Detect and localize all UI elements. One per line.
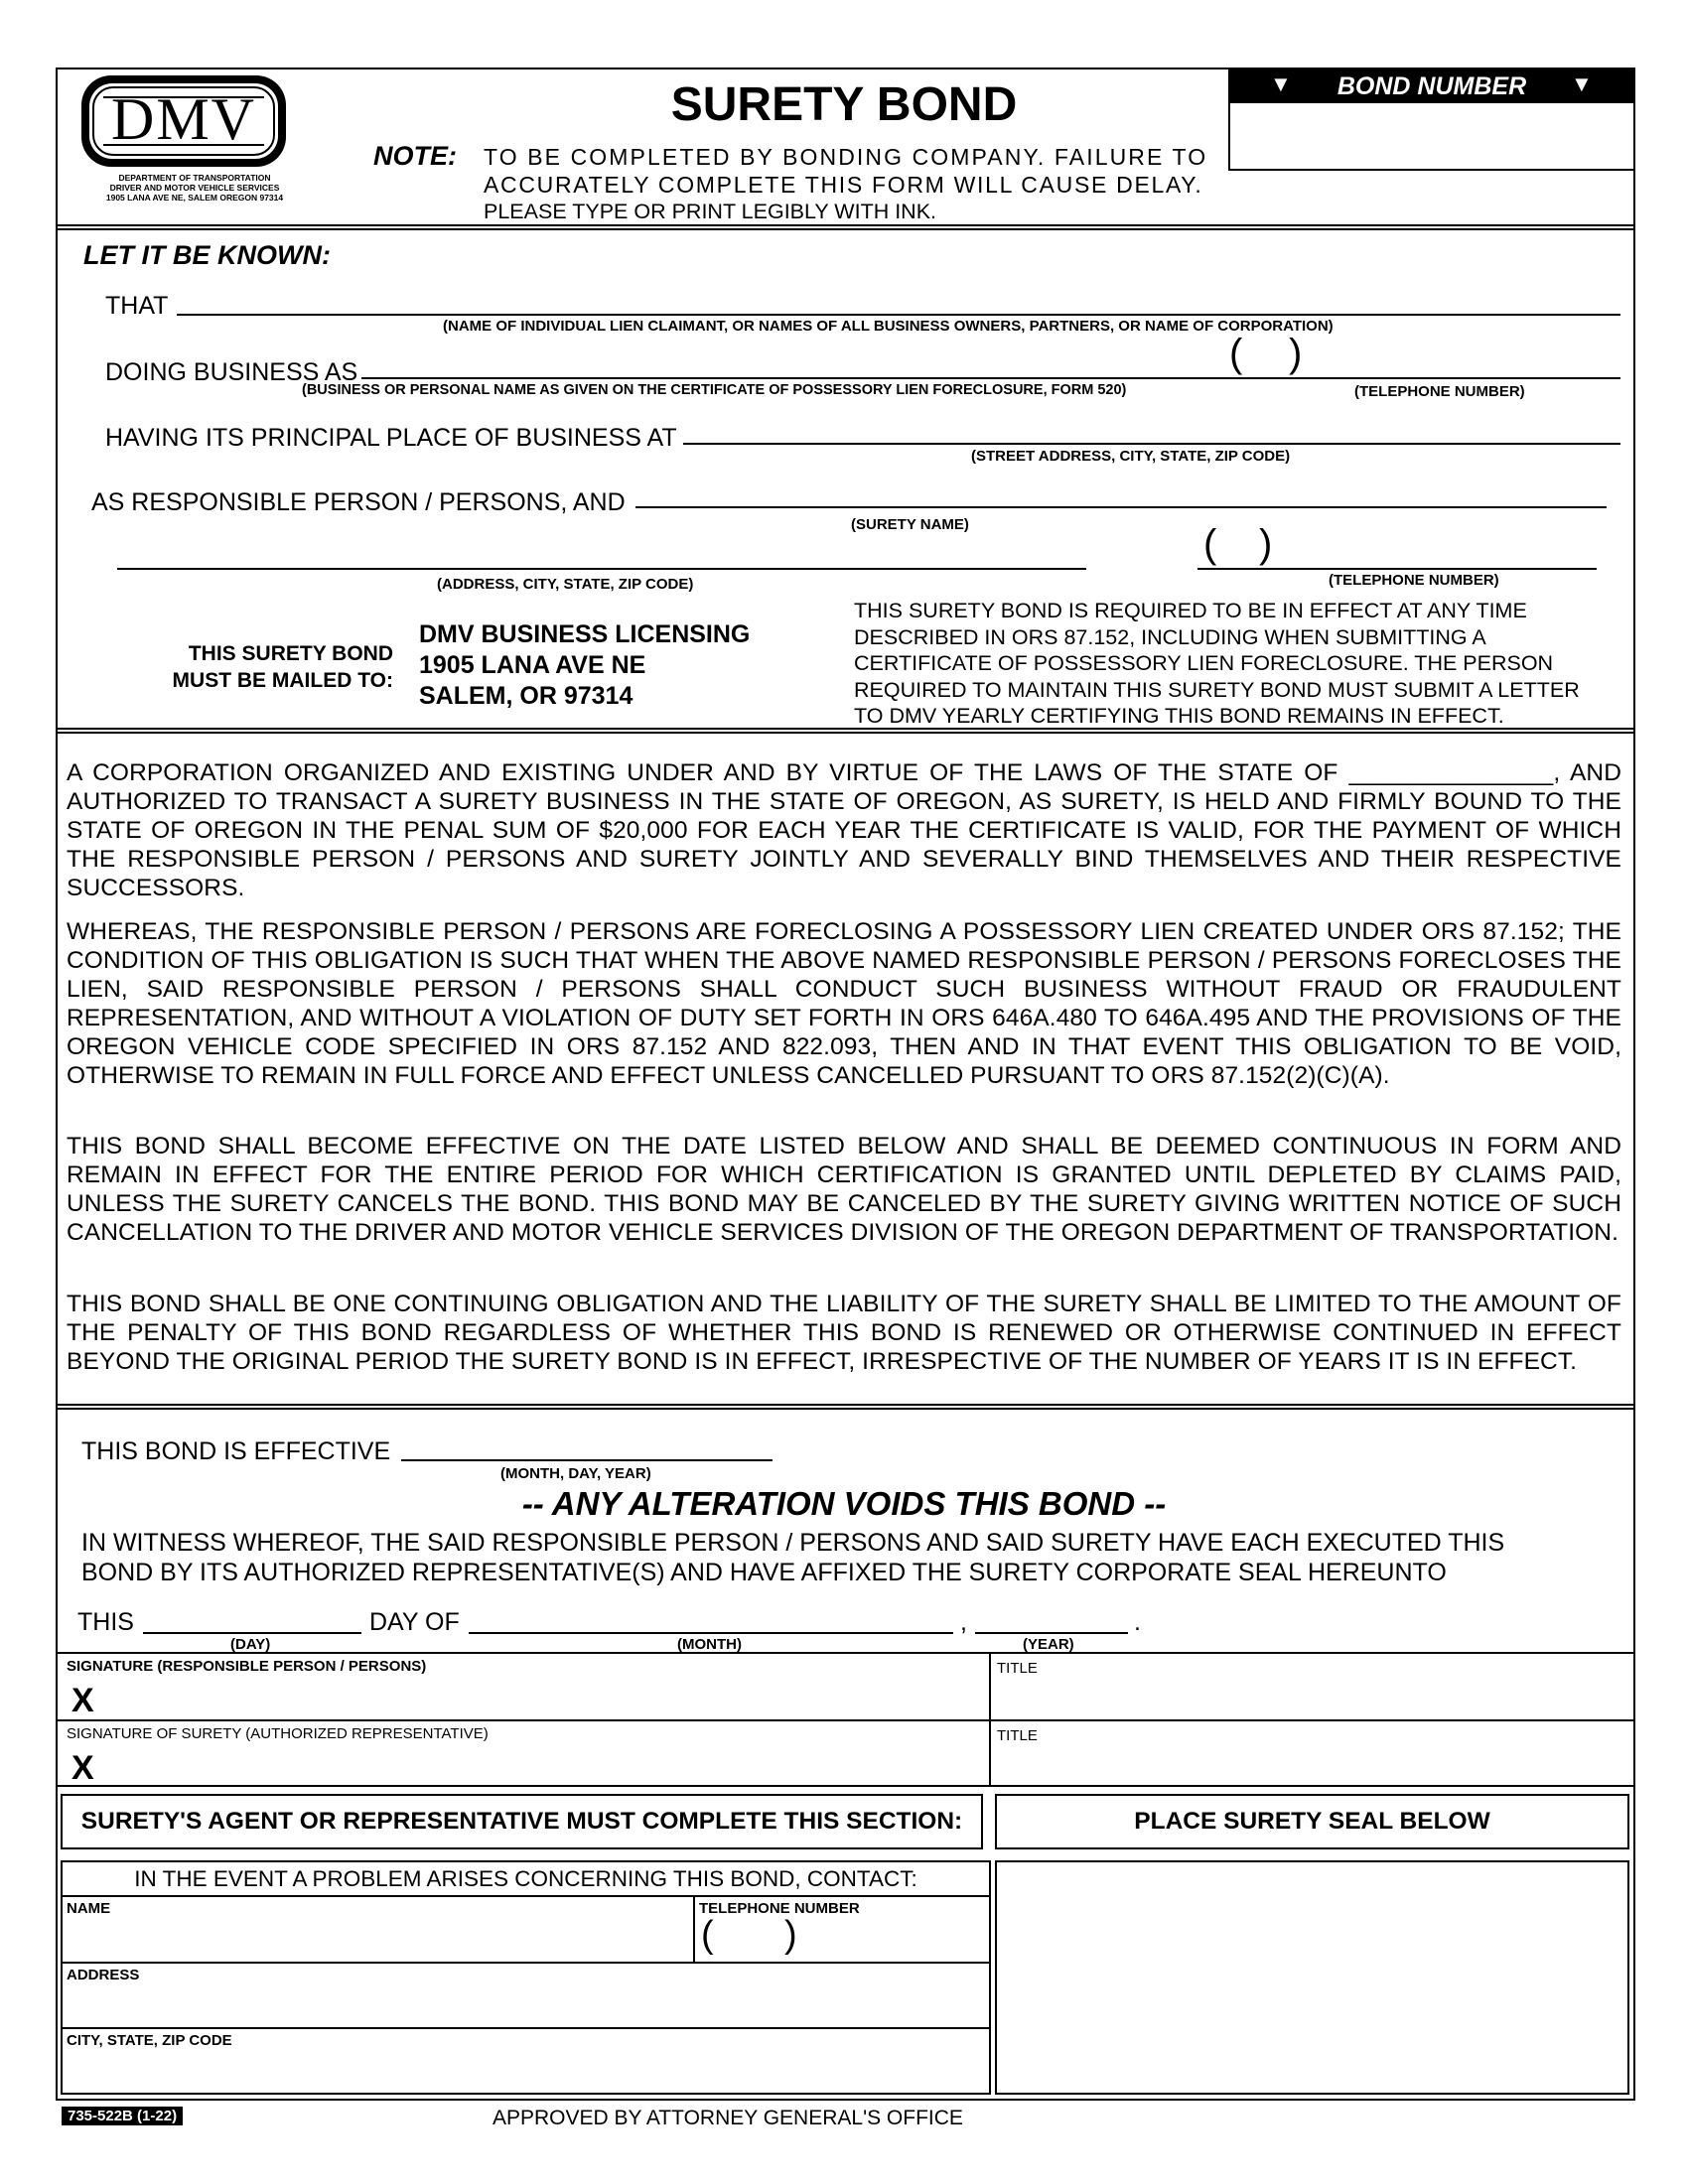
that-caption: (NAME OF INDIVIDUAL LIEN CLAIMANT, OR NAMES OF ALL BUSINESS OWNERS, PARTNERS, OR NAME OF CORPORATION) xyxy=(443,318,1334,335)
mailing-address-line-2: 1905 LANA AVE NE xyxy=(419,651,646,679)
comma: , xyxy=(960,1608,967,1636)
note-line-1: TO BE COMPLETED BY BONDING COMPANY. FAILURE TO xyxy=(484,144,1208,170)
city-state-zip-field[interactable] xyxy=(67,2052,984,2090)
form-number: 735-522B (1-22) xyxy=(62,2107,183,2125)
period: . xyxy=(1134,1608,1141,1636)
triangle-down-icon: ▼ xyxy=(1571,71,1593,96)
triangle-down-icon: ▼ xyxy=(1270,71,1292,96)
surety-phone-caption: (TELEPHONE NUMBER) xyxy=(1329,572,1499,589)
signature-divider xyxy=(56,1652,1635,1654)
day-of-label: DAY OF xyxy=(369,1608,460,1636)
signature-surety-label: SIGNATURE OF SURETY (AUTHORIZED REPRESENTATIVE) xyxy=(67,1725,489,1742)
that-label: THAT xyxy=(105,292,169,320)
agency-line-2: DRIVER AND MOTOR VEHICLE SERVICES xyxy=(109,183,280,193)
signature-surety-field[interactable] xyxy=(109,1745,983,1783)
witness-line-1: IN WITNESS WHEREOF, THE SAID RESPONSIBLE PERSON / PERSONS AND SAID SURETY HAVE EACH EXECUTED THIS xyxy=(81,1529,1505,1557)
surety-name-field[interactable] xyxy=(635,506,1607,508)
approved-text: APPROVED BY ATTORNEY GENERAL'S OFFICE xyxy=(492,2107,963,2129)
section-divider xyxy=(56,1408,1635,1410)
this-label: THIS xyxy=(77,1608,134,1636)
logo-text: DMV xyxy=(110,86,256,152)
contact-divider xyxy=(61,2027,991,2029)
contact-divider xyxy=(61,1962,991,1964)
principal-caption: (STREET ADDRESS, CITY, STATE, ZIP CODE) xyxy=(971,448,1291,465)
note-line-2: ACCURATELY COMPLETE THIS FORM WILL CAUSE DELAY. xyxy=(484,171,1203,198)
bond-number-label: BOND NUMBER xyxy=(1336,72,1527,100)
seal-area[interactable] xyxy=(995,1860,1629,2095)
effective-label: THIS BOND IS EFFECTIVE xyxy=(81,1437,391,1465)
page-title: SURETY BOND xyxy=(670,78,1018,131)
paragraph-corporation: A CORPORATION ORGANIZED AND EXISTING UNDER AND BY VIRTUE OF THE LAWS OF THE STATE OF _______________, AND AUTHORIZED TO TRANSACT A SURETY BUSINESS IN THE STATE OF OREGON, AS SURETY, IS HELD AND FIRMLY BOUND TO THE STATE OF OREGON IN THE PENAL SUM OF $20,000 FOR EACH YEAR THE CERTIFICATE IS VALID, FOR THE PAYMENT OF WHICH THE RESPONSIBLE PERSON / PERSONS AND SURETY JOINTLY AND SEVERALLY BIND THEMSELVES AND THEIR RESPECTIVE SUCCESSORS. xyxy=(67,759,1621,901)
mailing-address xyxy=(419,619,750,712)
mailing-address-line-3: SALEM, OR 97314 xyxy=(419,682,633,710)
name-phone-divider xyxy=(693,1895,695,1963)
section-divider xyxy=(56,1404,1635,1406)
dba-phone-open-paren: ( xyxy=(1229,332,1243,375)
section-divider xyxy=(56,732,1635,734)
principal-field[interactable] xyxy=(683,443,1620,445)
title-label-1: TITLE xyxy=(997,1660,1038,1677)
dba-label: DOING BUSINESS AS xyxy=(105,358,358,386)
agency-line-3: 1905 LANA AVE NE, SALEM OREGON 97314 xyxy=(105,193,284,203)
paragraph-continuing: THIS BOND SHALL BE ONE CONTINUING OBLIGATION AND THE LIABILITY OF THE SURETY SHALL BE LIMITED TO THE AMOUNT OF THE PENALTY OF THIS BOND REGARDLESS OF WHETHER THIS BOND IS RENEWED OR OTHERWISE CONTINUED IN EFFECT BEYOND THE ORIGINAL PERIOD THE SURETY BOND IS IN EFFECT, IRRESPECTIVE OF THE NUMBER OF YEARS IT IS IN EFFECT. xyxy=(67,1291,1621,1375)
name-field[interactable] xyxy=(67,1920,688,1960)
telephone-close-paren: ) xyxy=(784,1914,797,1956)
contact-heading: IN THE EVENT A PROBLEM ARISES CONCERNING THIS BOND, CONTACT: xyxy=(134,1866,917,1891)
mailing-notice-line-4: REQUIRED TO MAINTAIN THIS SURETY BOND MUST SUBMIT A LETTER xyxy=(854,677,1580,702)
surety-phone-field[interactable] xyxy=(1197,568,1597,570)
day-field[interactable] xyxy=(143,1632,361,1634)
name-label: NAME xyxy=(67,1900,111,1917)
year-caption: (YEAR) xyxy=(1023,1636,1074,1653)
surety-address-field[interactable] xyxy=(117,568,1086,570)
city-state-zip-label: CITY, STATE, ZIP CODE xyxy=(67,2032,232,2049)
let-it-be-known-heading: LET IT BE KNOWN: xyxy=(83,240,331,270)
title-field-1[interactable] xyxy=(997,1680,1628,1717)
mailing-address-line-1: DMV BUSINESS LICENSING xyxy=(419,620,751,648)
bond-number-field[interactable] xyxy=(1232,105,1631,169)
mailing-notice-line-3: CERTIFICATE OF POSSESSORY LIEN FORECLOSURE. THE PERSON xyxy=(854,651,1554,675)
paragraph-effective: THIS BOND SHALL BECOME EFFECTIVE ON THE DATE LISTED BELOW AND SHALL BE DEEMED CONTINUOUS IN FORM AND REMAIN IN EFFECT FOR THE ENTIRE PERIOD FOR WHICH CERTIFICATION IS GRANTED UNTIL DEPLETED BY CLAIMS PAID, UNLESS THE SURETY CANCELS THE BOND. THIS BOND MAY BE CANCELED BY THE SURETY GIVING WRITTEN NOTICE OF SUCH CANCELLATION TO THE DRIVER AND MOTOR VEHICLE SERVICES DIVISION OF THE OREGON DEPARTMENT OF TRANSPORTATION. xyxy=(67,1133,1621,1246)
header-divider xyxy=(56,224,1635,226)
agent-heading: SURETY'S AGENT OR REPRESENTATIVE MUST COMPLETE THIS SECTION: xyxy=(80,1808,963,1835)
agency-info xyxy=(79,173,310,203)
seal-heading: PLACE SURETY SEAL BELOW xyxy=(1134,1808,1490,1835)
address-label: ADDRESS xyxy=(67,1967,140,1983)
dba-phone-close-paren: ) xyxy=(1289,332,1303,375)
mailing-label xyxy=(149,640,393,694)
principal-label: HAVING ITS PRINCIPAL PLACE OF BUSINESS AT xyxy=(105,424,677,452)
signature-column-divider xyxy=(989,1652,991,1785)
note-line-3: PLEASE TYPE OR PRINT LEGIBLY WITH INK. xyxy=(484,200,937,223)
signature-responsible-field[interactable] xyxy=(109,1678,983,1717)
signature-divider xyxy=(56,1719,1635,1721)
signature-surety-x: X xyxy=(71,1749,94,1787)
that-field[interactable] xyxy=(177,314,1620,316)
telephone-open-paren: ( xyxy=(701,1914,714,1956)
telephone-label: TELEPHONE NUMBER xyxy=(699,1900,860,1917)
responsible-label: AS RESPONSIBLE PERSON / PERSONS, AND xyxy=(91,488,626,516)
title-label-2: TITLE xyxy=(997,1727,1038,1744)
dba-phone-caption: (TELEPHONE NUMBER) xyxy=(1354,383,1525,400)
dba-phone-field[interactable] xyxy=(1223,377,1620,379)
mailing-notice-line-1: THIS SURETY BOND IS REQUIRED TO BE IN EFFECT AT ANY TIME xyxy=(854,599,1527,622)
dba-field[interactable] xyxy=(361,377,1223,379)
day-caption: (DAY) xyxy=(230,1636,271,1653)
paragraph-whereas: WHEREAS, THE RESPONSIBLE PERSON / PERSONS ARE FORECLOSING A POSSESSORY LIEN CREATED UNDER ORS 87.152; THE CONDITION OF THIS OBLIGATION IS SUCH THAT WHEN THE ABOVE NAMED RESPONSIBLE PERSON / PERSONS FORECLOSES THE LIEN, SAID RESPONSIBLE PERSON / PERSONS SHALL CONDUCT SUCH BUSINESS WITHOUT FRAUD OR FRAUDULENT REPRESENTATION, AND WITHOUT A VIOLATION OF DUTY SET FORTH IN ORS 646A.480 TO 646A.495 AND THE PROVISIONS OF THE OREGON VEHICLE CODE SPECIFIED IN ORS 87.152 AND 822.093, THEN AND IN THAT EVENT THIS OBLIGATION TO BE VOID, OTHERWISE TO REMAIN IN FULL FORCE AND EFFECT UNLESS CANCELLED PURSUANT TO ORS 87.152(2)(C)(A). xyxy=(67,918,1621,1089)
title-field-2[interactable] xyxy=(997,1747,1628,1783)
note-text xyxy=(484,144,1207,226)
surety-phone-open-paren: ( xyxy=(1203,522,1217,566)
month-caption: (MONTH) xyxy=(677,1636,742,1653)
mailing-label-line-2: MUST BE MAILED TO: xyxy=(172,669,393,692)
mailing-notice-line-2: DESCRIBED IN ORS 87.152, INCLUDING WHEN SUBMITTING A xyxy=(854,624,1486,649)
mailing-label-line-1: THIS SURETY BOND xyxy=(188,642,393,665)
surety-phone-close-paren: ) xyxy=(1259,522,1273,566)
mailing-notice xyxy=(854,598,1580,730)
month-field[interactable] xyxy=(469,1632,953,1634)
contact-divider xyxy=(61,1895,991,1897)
signature-responsible-x: X xyxy=(71,1682,94,1719)
dba-caption: (BUSINESS OR PERSONAL NAME AS GIVEN ON THE CERTIFICATE OF POSSESSORY LIEN FORECLOSURE, FORM 520) xyxy=(302,382,1127,398)
signature-divider xyxy=(56,1785,1635,1787)
witness-line-2: BOND BY ITS AUTHORIZED REPRESENTATIVE(S) AND HAVE AFFIXED THE SURETY CORPORATE SEAL HEREUNTO xyxy=(81,1559,1447,1586)
telephone-field[interactable] xyxy=(725,1920,983,1960)
alteration-warning: -- ANY ALTERATION VOIDS THIS BOND -- xyxy=(521,1485,1167,1522)
address-field[interactable] xyxy=(67,1986,984,2026)
mailing-notice-line-5: TO DMV YEARLY CERTIFYING THIS BOND REMAINS IN EFFECT. xyxy=(854,704,1504,728)
header-divider xyxy=(56,228,1635,230)
signature-responsible-label: SIGNATURE (RESPONSIBLE PERSON / PERSONS) xyxy=(67,1658,427,1675)
section-divider xyxy=(56,728,1635,730)
agency-line-1: DEPARTMENT OF TRANSPORTATION xyxy=(118,173,271,183)
bond-number-header xyxy=(1228,68,1635,103)
note-label: NOTE: xyxy=(373,141,457,171)
effective-date-caption: (MONTH, DAY, YEAR) xyxy=(500,1465,651,1482)
dmv-logo xyxy=(79,73,288,169)
year-field[interactable] xyxy=(975,1632,1128,1634)
surety-name-caption: (SURETY NAME) xyxy=(851,516,969,533)
effective-date-field[interactable] xyxy=(401,1459,773,1461)
surety-address-caption: (ADDRESS, CITY, STATE, ZIP CODE) xyxy=(437,576,694,593)
